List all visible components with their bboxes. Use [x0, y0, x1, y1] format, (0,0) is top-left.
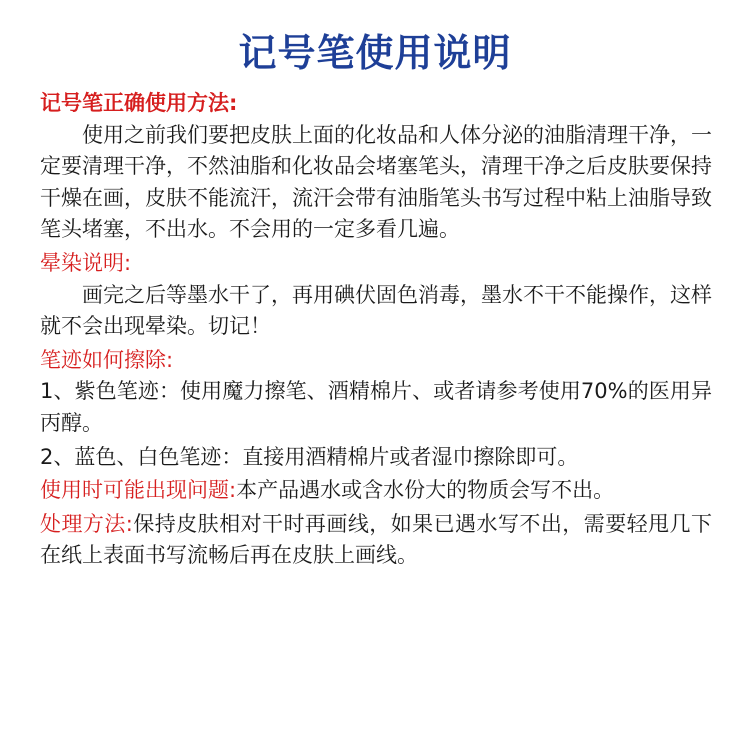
problems-heading: 使用时可能出现问题: [40, 478, 237, 503]
erase-item-blue-white: 2、蓝色、白色笔迹：直接用酒精棉片或者湿巾擦除即可。 [40, 444, 579, 469]
smudge-heading: 晕染说明: [40, 250, 132, 275]
erase-heading: 笔迹如何擦除: [40, 347, 174, 372]
fix-heading: 处理方法: [40, 511, 133, 536]
problems-body: 本产品遇水或含水份大的物质会写不出。 [236, 478, 615, 503]
problems-row [40, 475, 712, 507]
erase-item-purple: 1、紫色笔迹：使用魔力擦笔、酒精棉片、或者请参考使用70%的医用异丙醇。 [40, 379, 712, 435]
page-title: 记号笔使用说明 [238, 31, 512, 75]
instructions-content [40, 88, 712, 572]
correct-use-body: 使用之前我们要把皮肤上面的化妆品和人体分泌的油脂清理干净，一定要清理干净，不然油脂和化妆品会堵塞笔头，清理干净之后皮肤要保持干燥在画，皮肤不能流汗，流汗会带有油脂笔头书写过程中粘上油脂导致笔头堵塞，不出水。不会用的一定多看几遍。 [40, 122, 712, 242]
fix-body: 保持皮肤相对干时再画线，如果已遇水写不出，需要轻甩几下在纸上表面书写流畅后再在皮肤上画线。 [40, 511, 712, 568]
correct-use-heading: 记号笔正确使用方法: [40, 91, 238, 115]
smudge-body: 画完之后等墨水干了，再用碘伏固色消毒，墨水不干不能操作，这样就不会出现晕染。切记！ [40, 282, 712, 339]
fix-row [40, 509, 712, 572]
